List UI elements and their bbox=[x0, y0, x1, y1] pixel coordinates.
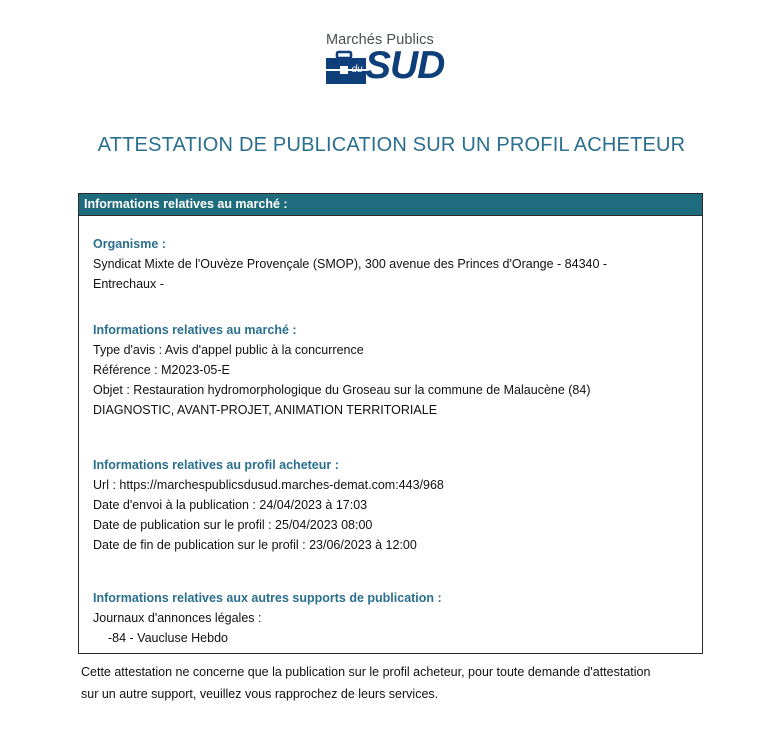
text-line: Entrechaux - bbox=[93, 277, 164, 291]
text-line: Date de publication sur le profil : 25/04/2023 08:00 bbox=[93, 518, 373, 532]
text-line: DIAGNOSTIC, AVANT-PROJET, ANIMATION TERRITORIALE bbox=[93, 403, 438, 417]
marches-publics-du-sud-logo bbox=[324, 32, 454, 88]
logo-du-text: du bbox=[351, 64, 363, 75]
text-line: Référence : M2023-05-E bbox=[93, 363, 230, 377]
text-line: Date d'envoi à la publication : 24/04/2023 à 17:03 bbox=[93, 498, 368, 512]
section-title: Informations relatives aux autres supports de publication : bbox=[93, 591, 442, 605]
profil-section bbox=[93, 455, 693, 555]
logo-sud-text: SUD bbox=[365, 44, 445, 87]
footnote bbox=[81, 661, 721, 705]
box-header: Informations relatives au marché : bbox=[79, 194, 702, 216]
market-info-box bbox=[78, 193, 703, 654]
section-title: Organisme : bbox=[93, 237, 166, 251]
text-line: Date de fin de publication sur le profil : 23/06/2023 à 12:00 bbox=[93, 538, 417, 552]
section-title: Informations relatives au marché : bbox=[93, 323, 297, 337]
footnote-line: sur un autre support, veuillez vous rapprochez de leurs services. bbox=[81, 687, 439, 701]
section-title: Informations relatives au profil acheteur : bbox=[93, 458, 339, 472]
marche-section bbox=[93, 320, 693, 420]
text-line: Type d'avis : Avis d'appel public à la concurrence bbox=[93, 343, 364, 357]
text-line: Url : https://marchespublicsdusud.marches-demat.com:443/968 bbox=[93, 478, 444, 492]
text-line: -84 - Vaucluse Hebdo bbox=[108, 631, 228, 645]
text-line: Syndicat Mixte de l'Ouvèze Provençale (SMOP), 300 avenue des Princes d'Orange - 84340 - bbox=[93, 257, 608, 271]
supports-section bbox=[93, 588, 693, 648]
page-title: ATTESTATION DE PUBLICATION SUR UN PROFIL ACHETEUR bbox=[97, 134, 686, 156]
footnote-line: Cette attestation ne concerne que la publication sur le profil acheteur, pour toute demande d'attestation bbox=[81, 665, 651, 679]
logo-top-text: Marchés Publics bbox=[326, 32, 434, 48]
text-line: Journaux d'annonces légales : bbox=[93, 611, 262, 625]
text-line: Objet : Restauration hydromorphologique du Groseau sur la commune de Malaucène (84) bbox=[93, 383, 591, 397]
organisme-section bbox=[93, 234, 693, 294]
